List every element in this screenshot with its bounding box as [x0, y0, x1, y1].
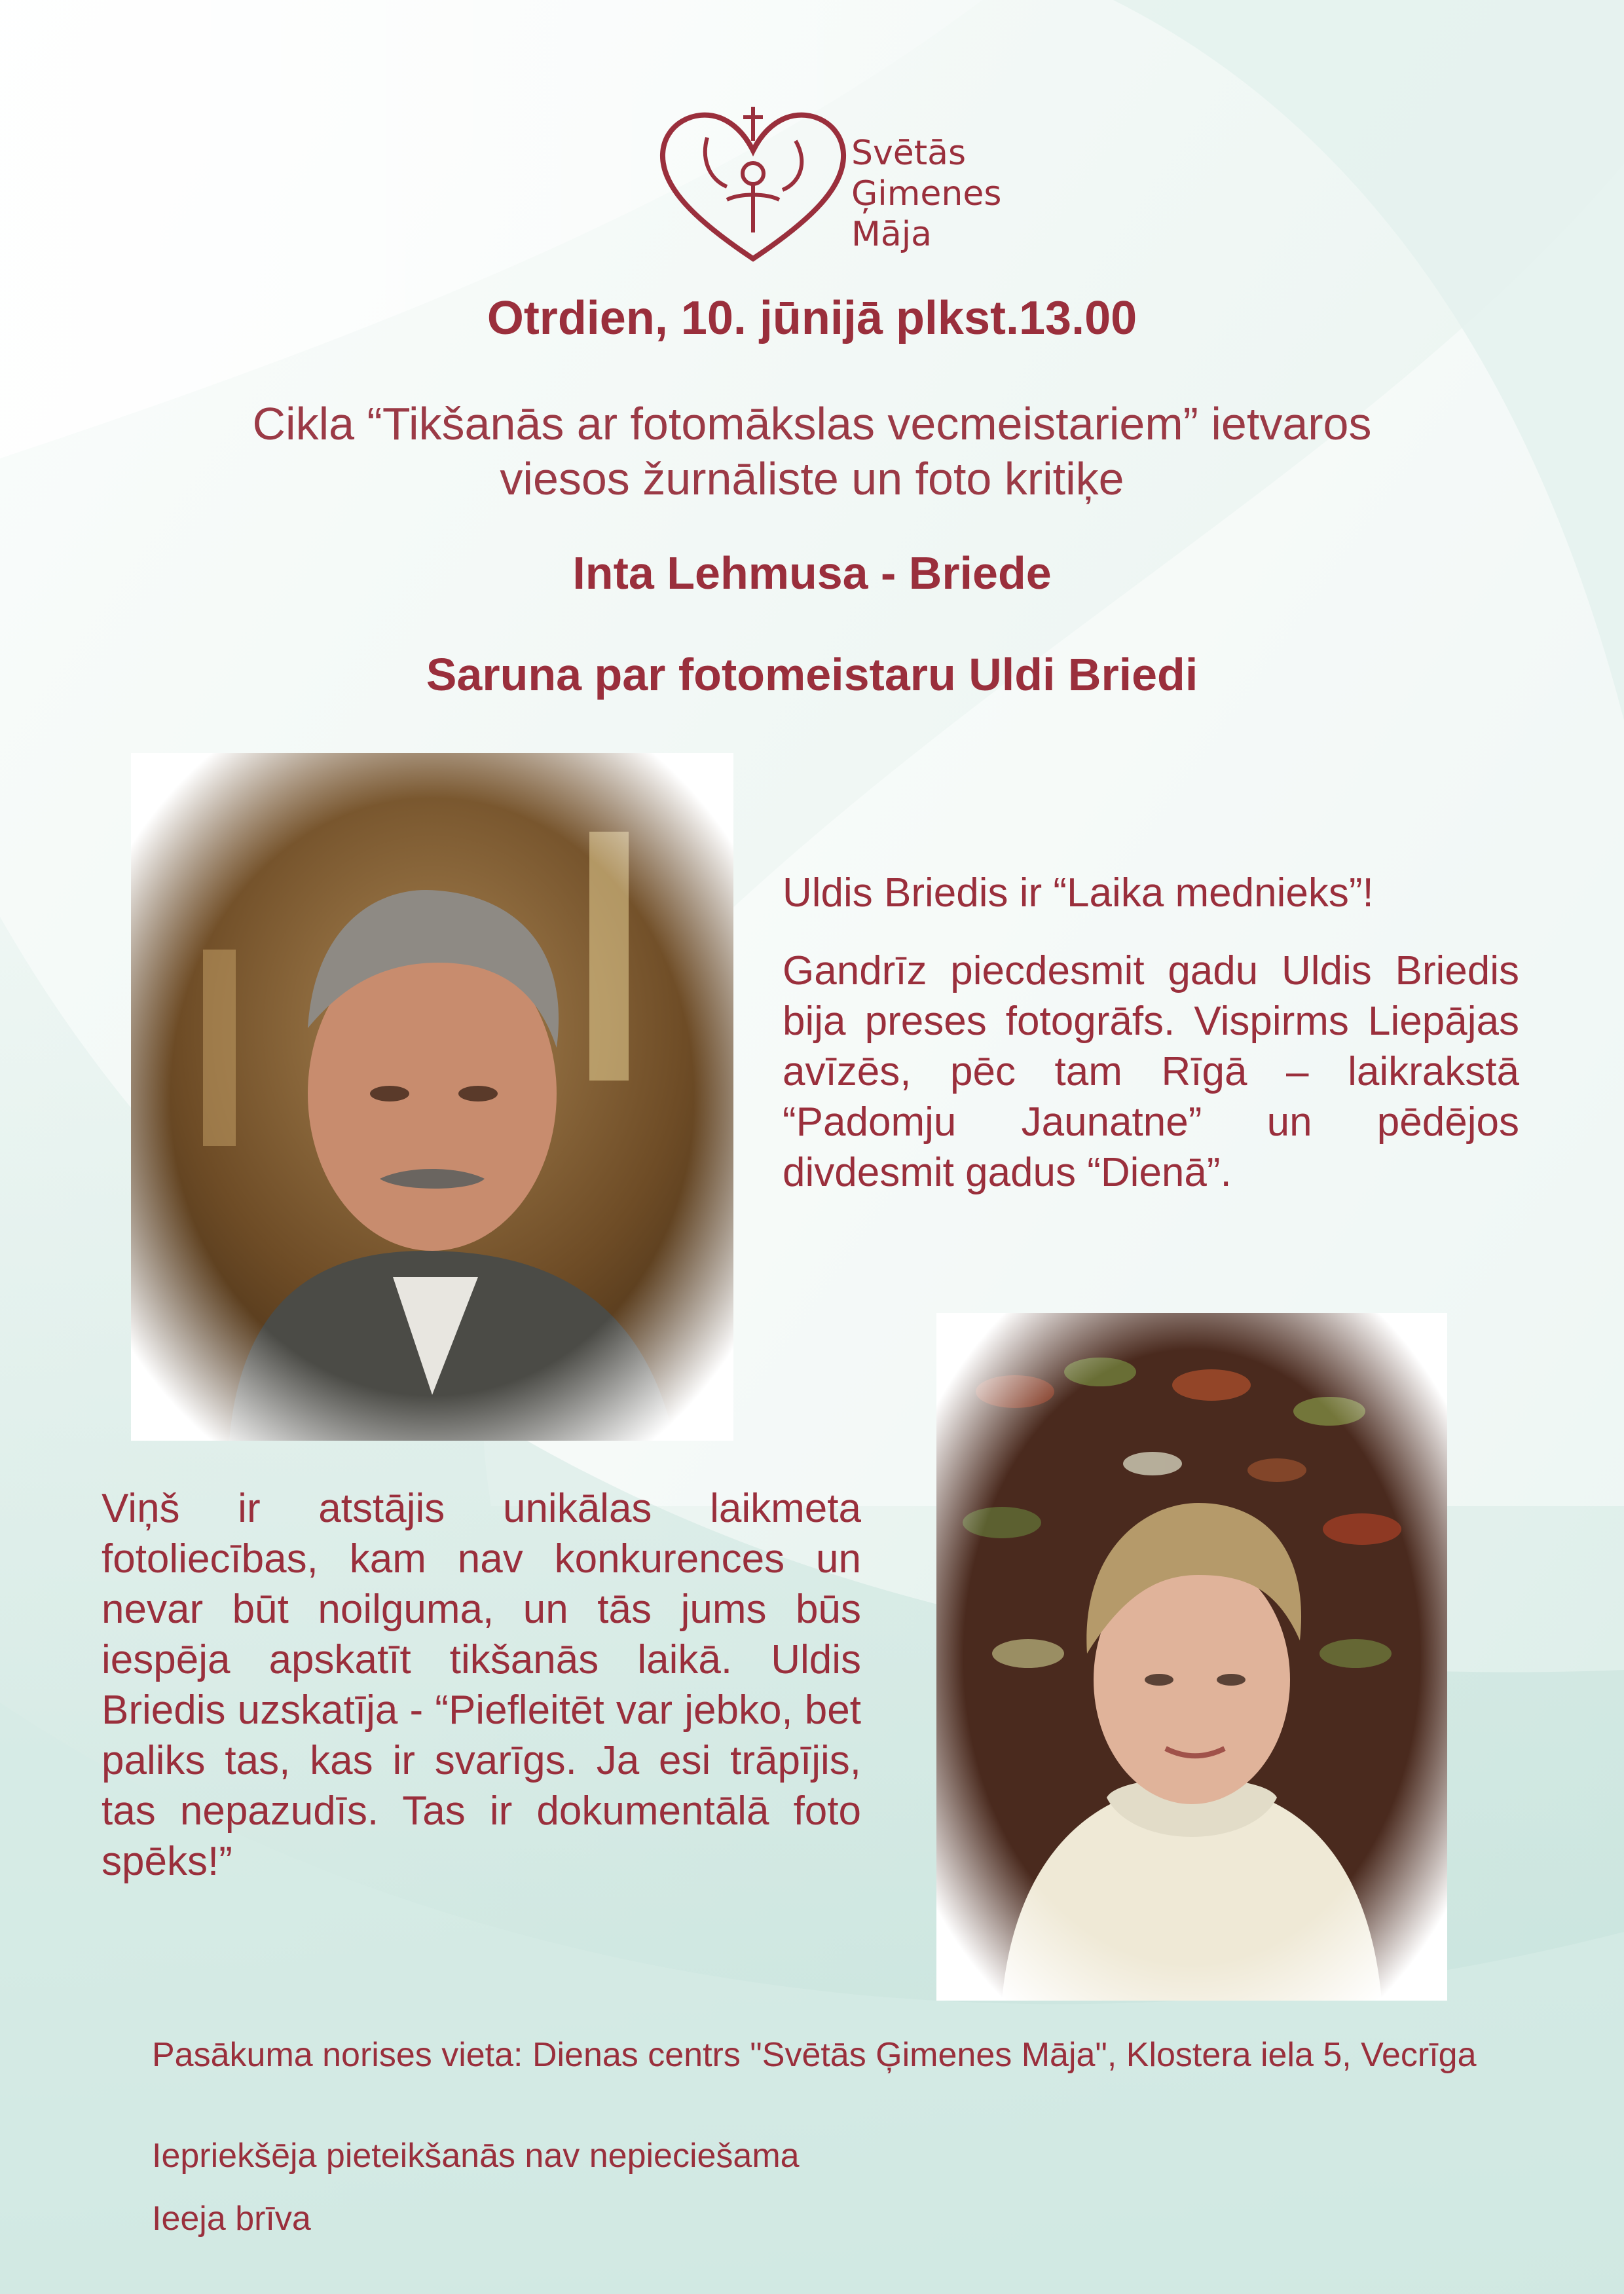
- registration-info: Iepriekšēja pieteikšanās nav nepieciešama: [152, 2137, 800, 2175]
- event-intro: [0, 396, 1624, 506]
- bio-lead: Uldis Briedis ir “Laika mednieks”!: [783, 870, 1374, 916]
- bio-paragraph-2: Viņš ir atstājis unikālas laikmeta fotoliecības, kam nav konkurences un nevar būt noilguma, un tās jums būs iespēja apskatīt tikšanās laikā. Uldis Briedis uzskatīja - “Piefleitēt var jebko, bet paliks tas, kas ir svarīgs. Ja esi trāpījis, tas nepazudīs. Tas ir dokumentālā foto spēks!”: [101, 1486, 861, 1884]
- heart-family-cross-icon: [655, 102, 851, 272]
- bio-paragraph-1: Gandrīz piecdesmit gadu Uldis Briedis bija preses fotogrāfs. Vispirms Liepājas avīzēs, pēc tam Rīgā – laikrakstā “Padomju Jaunatne” un pēdējos divdesmit gadus “Dienā”.: [783, 948, 1519, 1195]
- event-date-time: Otrdien, 10. jūnijā plkst.13.00: [487, 292, 1137, 344]
- logo-line-2: Ģimenes: [851, 174, 1002, 213]
- intro-line-1: Cikla “Tikšanās ar fotomākslas vecmeistariem” ietvaros: [252, 398, 1372, 449]
- logo-line-1: Svētās: [851, 134, 967, 173]
- portrait-photo-man: [131, 753, 733, 1441]
- entry-info: Ieeja brīva: [152, 2200, 311, 2238]
- organization-logo: [655, 102, 1022, 272]
- venue-info: Pasākuma norises vieta: Dienas centrs "Svētās Ģimenes Māja", Klostera iela 5, Vecrīga: [152, 2036, 1477, 2074]
- portrait-photo-woman: [936, 1313, 1447, 2001]
- event-topic: Saruna par fotomeistaru Uldi Briedi: [426, 649, 1198, 700]
- logo-line-3: Māja: [851, 215, 932, 254]
- intro-line-2: viesos žurnāliste un foto kritiķe: [500, 453, 1124, 504]
- bio-intro-block: [783, 868, 1519, 1198]
- speaker-name: Inta Lehmusa - Briede: [572, 547, 1052, 599]
